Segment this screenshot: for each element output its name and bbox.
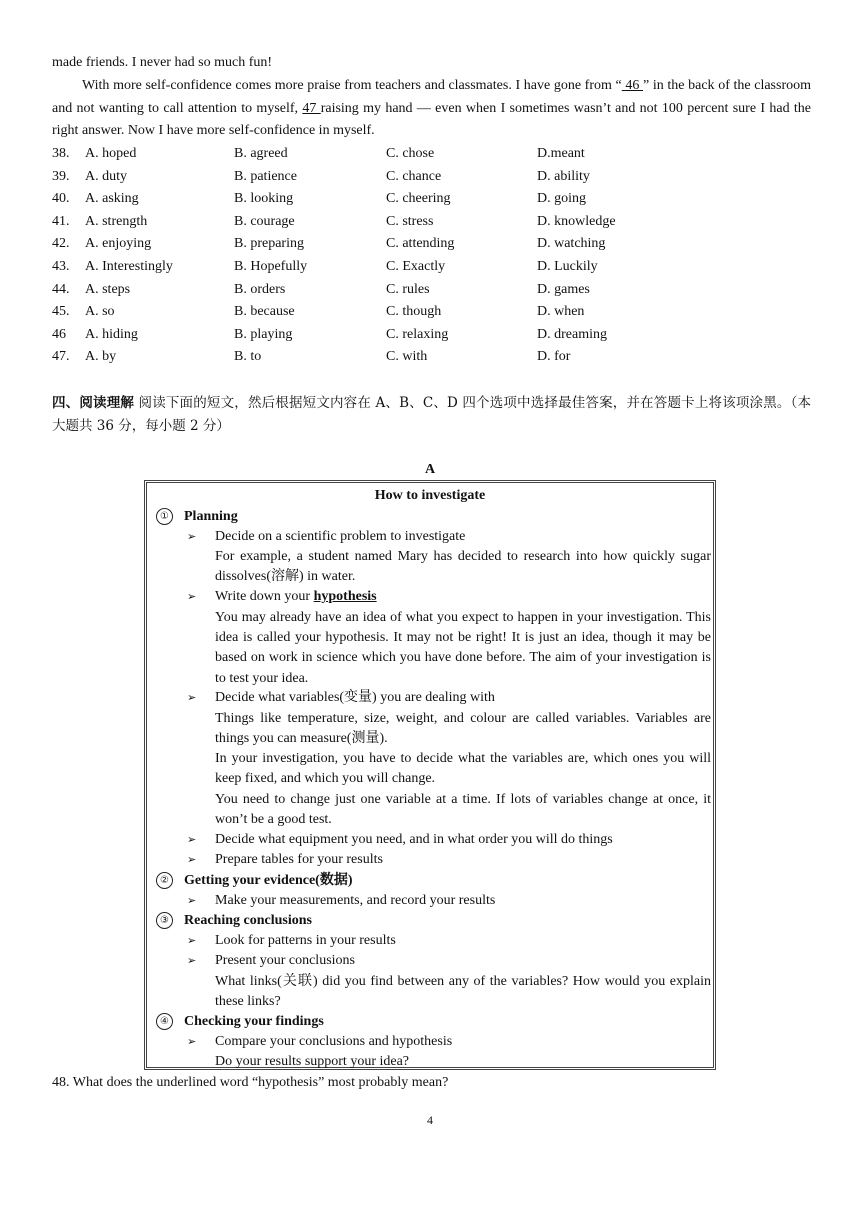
question-number: 46 — [52, 326, 66, 342]
blank-46: 46 — [621, 78, 644, 93]
step-title: Reaching conclusions — [184, 913, 312, 928]
bullet-body: What links(关联) did you find between any of the variables? How would you explain these links? — [215, 974, 711, 1010]
option-a: A. so — [85, 304, 115, 320]
option-row — [52, 257, 652, 277]
passage-paragraph — [52, 75, 811, 143]
bullet-text: Make your measurements, and record your results — [215, 893, 496, 908]
option-b: B. courage — [234, 213, 295, 229]
question-48: 48. What does the underlined word “hypothesis” most probably mean? — [52, 1075, 449, 1090]
option-d: D. dreaming — [537, 326, 607, 342]
bullet-body: Things like temperature, size, weight, and colour are called variables. Variables are things you can measure(测量). — [215, 711, 711, 747]
bullet-body: In your investigation, you have to decide what the variables are, which ones you will keep fixed, and which you will change. — [215, 751, 711, 787]
option-d: D. when — [537, 304, 585, 320]
question-number: 42. — [52, 236, 70, 252]
arrow-bullet-icon: ➢ — [187, 691, 197, 704]
question-number: 38. — [52, 146, 70, 161]
arrow-bullet-icon: ➢ — [187, 894, 197, 907]
step-title: Planning — [184, 509, 238, 524]
option-b: B. Hopefully — [234, 259, 308, 274]
option-b: B. looking — [234, 191, 294, 207]
section-4-instructions — [52, 392, 811, 437]
question-number: 41. — [52, 213, 70, 229]
option-a: A. by — [85, 349, 117, 365]
option-row — [52, 212, 652, 232]
step-number: ② — [156, 872, 173, 889]
option-d: D. Luckily — [537, 259, 598, 274]
option-a: A. duty — [85, 168, 127, 184]
option-a: A. strength — [85, 213, 148, 229]
step-title: Getting your evidence(数据) — [184, 873, 353, 888]
option-d: D. watching — [537, 236, 606, 252]
option-c: C. attending — [386, 236, 455, 252]
option-a: A. Interestingly — [85, 259, 173, 274]
bullet-text: Decide what equipment you need, and in what order you will do things — [215, 832, 613, 847]
step-number: ③ — [156, 912, 173, 929]
option-d: D.meant — [537, 146, 585, 161]
arrow-bullet-icon: ➢ — [187, 954, 197, 967]
option-c: C. cheering — [386, 191, 451, 207]
option-c: C. rules — [386, 281, 430, 297]
section-heading: 四、阅读理解 — [52, 395, 135, 411]
arrow-bullet-icon: ➢ — [187, 934, 197, 947]
page-number: 4 — [427, 1113, 433, 1127]
option-row — [52, 167, 652, 187]
arrow-bullet-icon: ➢ — [187, 590, 197, 603]
bullet-text: Present your conclusions — [215, 953, 355, 968]
option-b: B. agreed — [234, 146, 288, 161]
option-b: B. patience — [234, 168, 297, 184]
question-number: 44. — [52, 281, 70, 297]
arrow-bullet-icon: ➢ — [187, 853, 197, 866]
option-b: B. playing — [234, 326, 293, 342]
bullet-body: You need to change just one variable at a time. If lots of variables change at once, it won’t be a good test. — [215, 792, 711, 828]
option-a: A. enjoying — [85, 236, 152, 252]
option-row — [52, 144, 652, 164]
bullet-body: For example, a student named Mary has decided to research into how quickly sugar dissolves(溶解) in water. — [215, 549, 711, 585]
arrow-bullet-icon: ➢ — [187, 1035, 197, 1048]
passage-text: With more self-confidence comes more praise from teachers and classmates. I have gone from “ — [82, 78, 622, 93]
question-number: 40. — [52, 191, 70, 207]
passage-label: A — [424, 462, 436, 477]
option-c: C. with — [386, 349, 428, 365]
passage-text: raising my hand — even when I sometimes wasn’t and not 100 percent sure I had the right answer. Now I have more self-confidence in myself. — [52, 100, 811, 138]
option-c: C. relaxing — [386, 326, 449, 342]
option-row — [52, 325, 652, 345]
option-row — [52, 189, 652, 209]
question-number: 43. — [52, 259, 70, 274]
option-c: C. though — [386, 304, 442, 320]
option-row — [52, 347, 652, 367]
bullet-text: Decide on a scientific problem to investigate — [215, 529, 466, 544]
option-c: C. chose — [386, 146, 435, 161]
step-number: ④ — [156, 1013, 173, 1030]
section-instructions: 阅读下面的短文，然后根据短文内容在 A、B、C、D 四个选项中选择最佳答案，并在答题卡上将该项涂黑。（本大题共 36 分，每小题 2 分） — [52, 395, 811, 434]
bullet-text — [215, 587, 377, 607]
bullet-text: Look for patterns in your results — [215, 933, 396, 948]
arrow-bullet-icon: ➢ — [187, 530, 197, 543]
how-to-investigate-box — [144, 480, 716, 1070]
option-a: A. steps — [85, 281, 131, 297]
option-d: D. knowledge — [537, 213, 616, 229]
option-c: C. stress — [386, 213, 434, 229]
option-b: B. to — [234, 349, 262, 365]
bullet-body: Do your results support your idea? — [215, 1054, 410, 1069]
option-row — [52, 280, 652, 300]
option-a: A. asking — [85, 191, 139, 207]
option-row — [52, 302, 652, 322]
bullet-text: Decide what variables(变量) you are dealing with — [215, 690, 495, 705]
option-b: B. orders — [234, 281, 286, 297]
option-b: B. because — [234, 304, 295, 320]
option-b: B. preparing — [234, 236, 304, 252]
bullet-text-pre: Write down your — [215, 589, 314, 604]
question-number: 45. — [52, 304, 70, 320]
question-number: 39. — [52, 168, 70, 184]
option-d: D. going — [537, 191, 586, 207]
option-c: C. Exactly — [386, 259, 446, 274]
arrow-bullet-icon: ➢ — [187, 833, 197, 846]
option-a: A. hiding — [85, 326, 138, 342]
passage-line: made friends. I never had so much fun! — [52, 55, 273, 70]
bullet-text: Prepare tables for your results — [215, 852, 383, 867]
option-c: C. chance — [386, 168, 442, 184]
step-number: ① — [156, 508, 173, 525]
hypothesis-underlined: hypothesis — [313, 589, 377, 604]
blank-47: 47 — [302, 100, 321, 116]
question-number: 47. — [52, 349, 70, 365]
box-title: How to investigate — [374, 488, 486, 503]
bullet-text: Compare your conclusions and hypothesis — [215, 1034, 453, 1049]
option-a: A. hoped — [85, 146, 137, 161]
bullet-body: You may already have an idea of what you expect to happen in your investigation. This idea is called your hypothesis. It may not be right! It is just an idea, though it may be based on work in science which you have done before. The aim of your investigation is to test your idea. — [215, 610, 711, 686]
option-row — [52, 234, 652, 254]
option-d: D. games — [537, 281, 590, 297]
option-d: D. ability — [537, 168, 590, 184]
step-title: Checking your findings — [184, 1014, 324, 1029]
passage-text: ” in the back of the classroom and not wanting to call attention to myself, — [52, 78, 811, 116]
option-d: D. for — [537, 349, 571, 365]
